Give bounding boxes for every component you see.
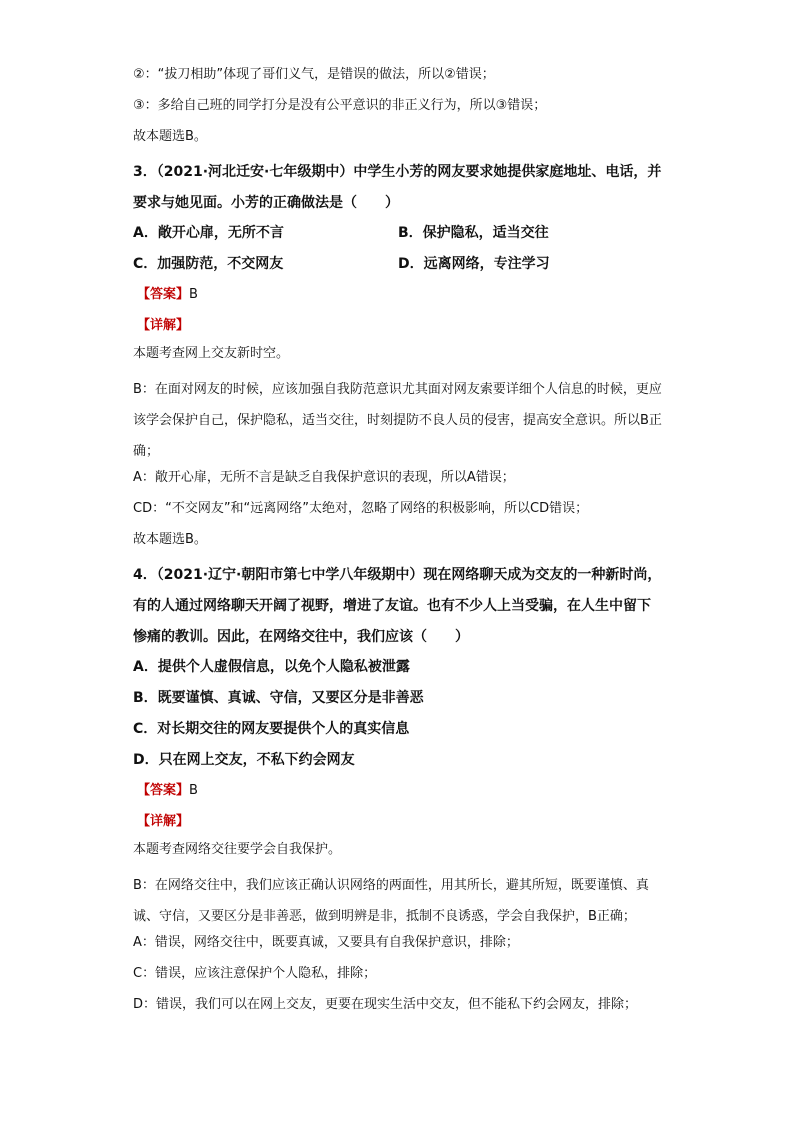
option-b: B．既要谨慎、真诚、守信，又要区分是非善恶 <box>133 690 424 706</box>
explanation-line: C：错误，应该注意保护个人隐私，排除； <box>133 966 377 981</box>
option-d: D．只在网上交友，不私下约会网友 <box>133 752 355 768</box>
explanation-line: ③：多给自己班的同学打分是没有公平意识的非正义行为，所以③错误； <box>133 98 547 113</box>
detail-label: 【详解】 <box>137 318 190 333</box>
answer-value: B <box>189 783 198 798</box>
option-c: C．加强防范，不交网友 <box>133 256 284 272</box>
detail-label: 【详解】 <box>137 814 190 829</box>
question-3-options-row-1 <box>133 219 663 250</box>
explanation-line: A：敞开心扉，无所不言是缺乏自我保护意识的表现，所以A错误； <box>133 470 515 485</box>
explanation-line: CD：“不交网友”和“远离网络”太绝对，忽略了网络的积极影响，所以CD错误； <box>133 501 589 516</box>
explanation-line: D：错误，我们可以在网上交友，更要在现实生活中交友，但不能私下约会网友，排除； <box>133 997 638 1012</box>
option-a: A．敞开心扉，无所不言 <box>133 225 284 241</box>
explanation-line: 故本题选B。 <box>133 532 207 547</box>
question-3-stem: 3．（2021·河北迁安·七年级期中）中学生小芳的网友要求她提供家庭地址、电话，并要求与她见面。小芳的正确做法是（ ） <box>133 164 662 211</box>
question-3-options-row-2 <box>133 250 663 281</box>
explanation-line: 故本题选B。 <box>133 129 207 144</box>
answer-tag: 【答案】 <box>137 783 190 798</box>
answer-label <box>133 777 663 808</box>
explanation-line: B：在网络交往中，我们应该正确认识网络的两面性，用其所长，避其所短，既要谨慎、真诚、守信，又要区分是非善恶，做到明辨是非，抵制不良诱惑，学会自我保护，B正确； <box>133 878 649 924</box>
answer-tag: 【答案】 <box>137 287 190 302</box>
explanation-line: B：在面对网友的时候，应该加强自我防范意识尤其面对网友索要详细个人信息的时候，更应该学会保护自己，保护隐私，适当交往，时刻提防不良人员的侵害，提高安全意识。所以B正确； <box>133 382 662 459</box>
question-4-stem: 4．（2021·辽宁·朝阳市第七中学八年级期中）现在网络聊天成为交友的一种新时尚，有的人通过网络聊天开阔了视野，增进了友谊。也有不少人上当受骗，在人生中留下惨痛的教训。因此，在网络交往中，我们应该（ ） <box>133 567 662 645</box>
explanation-line: 本题考查网络交往要学会自我保护。 <box>133 842 342 857</box>
option-a: A．提供个人虚假信息，以免个人隐私被泄露 <box>133 659 410 675</box>
option-b: B．保护隐私，适当交往 <box>398 225 549 241</box>
explanation-line: A：错误，网络交往中，既要真诚，又要具有自我保护意识，排除； <box>133 935 519 950</box>
document-page <box>133 64 663 1025</box>
answer-label <box>133 281 663 312</box>
answer-value: B <box>189 287 198 302</box>
option-d: D．远离网络，专注学习 <box>398 256 550 272</box>
option-c: C．对长期交往的网友要提供个人的真实信息 <box>133 721 410 737</box>
explanation-line: ②：“拔刀相助”体现了哥们义气，是错误的做法，所以②错误； <box>133 67 495 82</box>
explanation-line: 本题考查网上交友新时空。 <box>133 346 290 361</box>
